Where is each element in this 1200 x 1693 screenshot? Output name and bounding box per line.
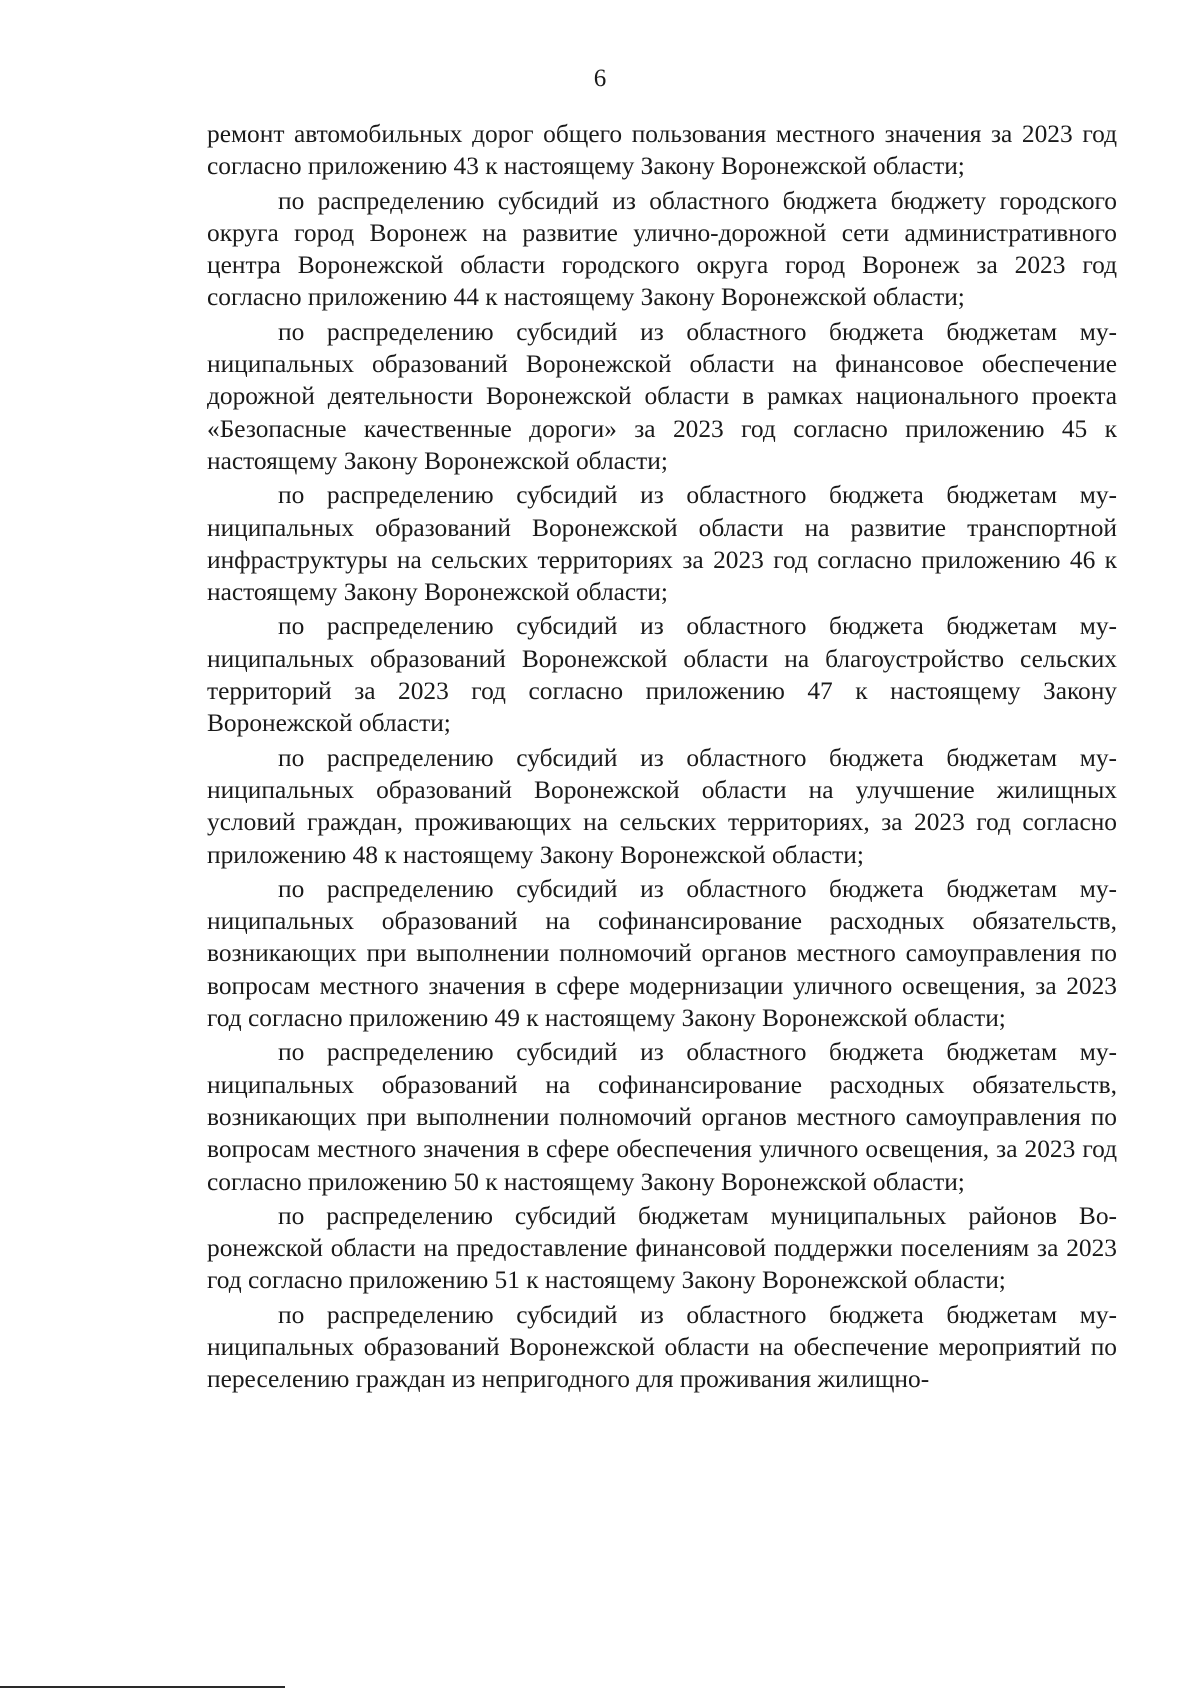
paragraph: по распределению субсидий из областного бюджета бюджетам муниципальных образований Воронежской области на благоустройство сельских территорий за 2023 год согласно приложению 47 к настоящему Закону Воронежской области; [207,612,1117,738]
footer-rule [0,1686,285,1688]
document-body [207,118,1117,1398]
paragraph: по распределению субсидий из областного бюджета бюджетам муниципальных образований Воронежской области на финансовое обеспечение дорожной деятельности Воронежской области в рамках национального проекта «Безопасные качественные дороги» за 2023 год согласно приложению 45 к настоящему Закону Воронежской области; [207,317,1117,475]
page-number: 6 [593,65,607,92]
paragraph: по распределению субсидий из областного бюджета бюджетам муниципальных образований Воронежской области на развитие транспортной инфраструктуры на сельских территориях за 2023 год согласно приложению 46 к настоящему Закону Воронежской области; [207,481,1117,607]
paragraph: по распределению субсидий из областного бюджета бюджетам муниципальных образований Воронежской области на улучшение жилищных условий граждан, проживающих на сельских территориях, за 2023 год согласно приложению 48 к настоящему Закону Воронежской области; [207,743,1117,869]
paragraph-continuation: ремонт автомобильных дорог общего пользования местного значения за 2023 год согласно приложению 43 к настоящему Закону Воронежской области; [207,120,1117,181]
paragraph: по распределению субсидий из областного бюджета бюджетам муниципальных образований Воронежской области на обеспечение мероприятий по переселению граждан из непригодного для проживания жилищно- [207,1300,1117,1394]
paragraph: по распределению субсидий из областного бюджета бюджетам муниципальных образований на софинансирование расходных обязательств, возникающих при выполнении полномочий органов местного самоуправления по вопросам местного значения в сфере модернизации уличного освещения, за 2023 год согласно приложению 49 к настоящему Закону Воронежской области; [207,874,1117,1033]
paragraph: по распределению субсидий из областного бюджета бюджету городского округа город Воронеж на развитие улично-дорожной сети административного центра Воронежской области городского округа город Воронеж за 2023 год согласно приложению 44 к настоящему Закону Воронежской области; [207,186,1117,312]
paragraph: по распределению субсидий бюджетам муниципальных районов Воронежской области на предоставление финансовой поддержки поселениям за 2023 год согласно приложению 51 к настоящему Закону Воронежской области; [207,1201,1117,1295]
paragraph: по распределению субсидий из областного бюджета бюджетам муниципальных образований на софинансирование расходных обязательств, возникающих при выполнении полномочий органов местного самоуправления по вопросам местного значения в сфере обеспечения уличного освещения, за 2023 год согласно приложению 50 к настоящему Закону Воронежской области; [207,1038,1117,1196]
